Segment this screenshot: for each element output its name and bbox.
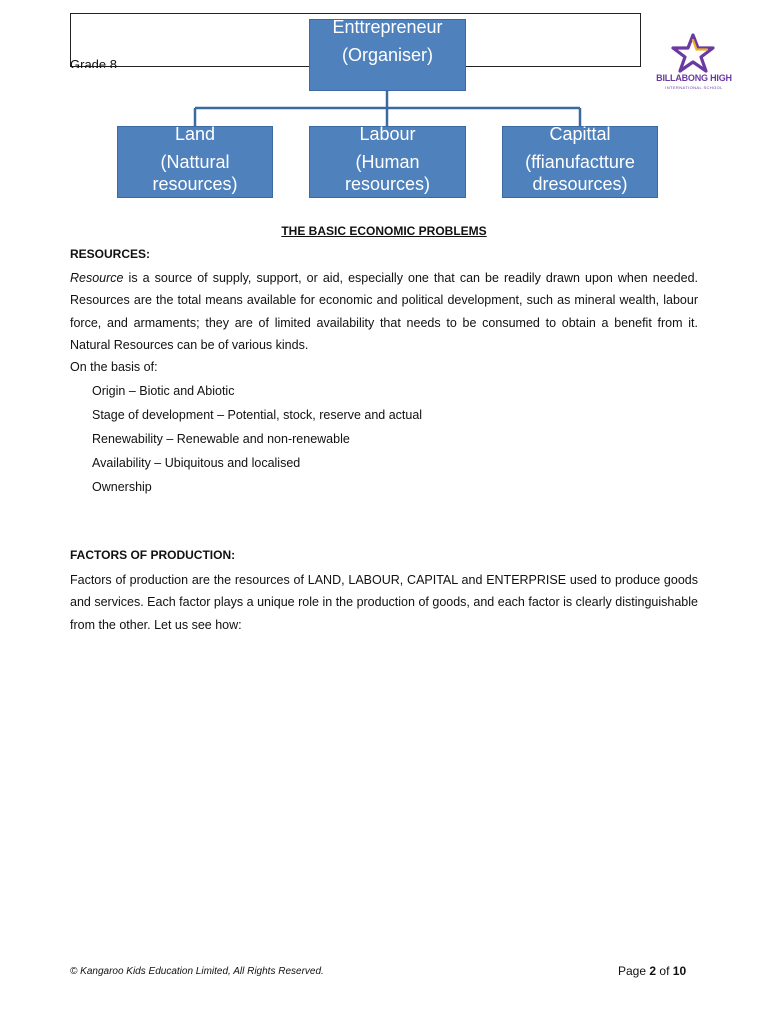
resource-paragraph bbox=[70, 267, 698, 356]
capital-box bbox=[502, 126, 658, 198]
resource-definition: is a source of supply, support, or aid, especially one that can be readily drawn upon when needed. Resources are the total means available for economic and political development, such as mineral wealth, labour force, and armaments; they are of limited availability that needs to be consumed to obtain a benefit from it. Natural Resources can be of various kinds. bbox=[70, 271, 698, 352]
land-line3: resources) bbox=[152, 174, 238, 194]
factors-heading: FACTORS OF PRODUCTION: bbox=[70, 548, 236, 562]
logo-subtitle: INTERNATIONAL SCHOOL bbox=[665, 85, 723, 90]
labour-line3: resources) bbox=[344, 174, 431, 194]
page-word: Page bbox=[618, 964, 647, 978]
land-title: Land bbox=[174, 124, 216, 144]
capital-line3: dresources) bbox=[532, 174, 628, 194]
page-total: 10 bbox=[672, 964, 687, 978]
resource-term: Resource bbox=[70, 271, 124, 285]
labour-box bbox=[309, 126, 466, 198]
section-title: THE BASIC ECONOMIC PROBLEMS bbox=[281, 224, 487, 238]
basis-item: Origin – Biotic and Abiotic bbox=[92, 384, 235, 398]
copyright-notice: © Kangaroo Kids Education Limited, All Rights Reserved. bbox=[70, 966, 324, 977]
star-logo-icon bbox=[670, 33, 716, 73]
page-current: 2 bbox=[649, 964, 657, 978]
of-word: of bbox=[659, 964, 670, 978]
entrepreneur-title: Enttrepreneur bbox=[332, 17, 443, 37]
land-box bbox=[117, 126, 273, 198]
basis-intro: On the basis of: bbox=[70, 360, 158, 374]
basis-item: Ownership bbox=[92, 480, 152, 494]
logo-name: BILLABONG HIGH bbox=[656, 73, 732, 83]
resources-heading: RESOURCES: bbox=[70, 247, 151, 261]
basis-item: Availability – Ubiquitous and localised bbox=[92, 456, 301, 470]
land-line2: (Nattural bbox=[160, 152, 230, 172]
capital-line2: (ffianufactture bbox=[525, 152, 635, 172]
labour-title: Labour bbox=[359, 124, 416, 144]
basis-item: Renewability – Renewable and non-renewable bbox=[92, 432, 350, 446]
factors-paragraph: Factors of production are the resources of LAND, LABOUR, CAPITAL and ENTERPRISE used to produce goods and services. Each factor plays a unique role in the production of goods, and each factor is clearly distinguishable from the other. Let us see how: bbox=[70, 573, 698, 632]
grade-label: Grade 8 bbox=[70, 58, 117, 68]
capital-title: Capittal bbox=[549, 124, 611, 144]
page-number bbox=[618, 964, 686, 978]
labour-line2: (Human bbox=[355, 152, 420, 172]
basis-item: Stage of development – Potential, stock, reserve and actual bbox=[92, 408, 423, 422]
school-logo bbox=[652, 33, 736, 93]
entrepreneur-subtitle: (Organiser) bbox=[341, 45, 434, 65]
entrepreneur-box bbox=[309, 19, 466, 91]
